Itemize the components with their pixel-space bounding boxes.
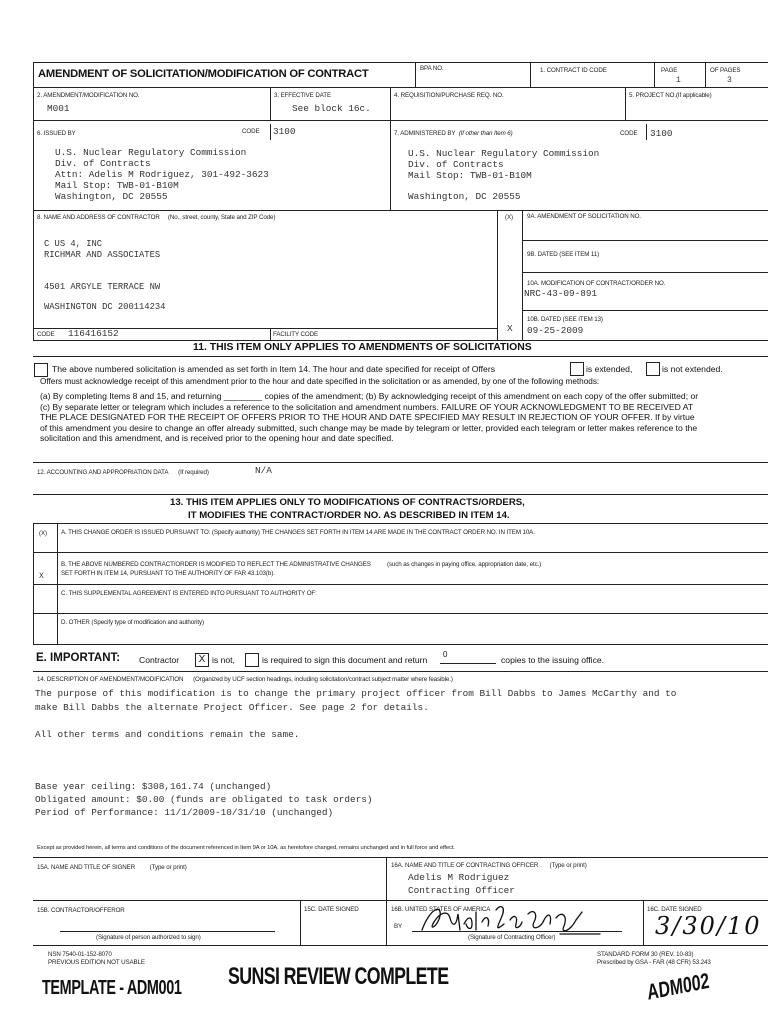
item-10a-label: 10A. MODIFICATION OF CONTRACT/ORDER NO. <box>527 280 666 287</box>
nsn-number: NSN 7540-01-152-8070 <box>48 951 112 958</box>
is-not-extended-label: is not extended. <box>662 364 723 374</box>
signed-date: 3/30/10 <box>655 912 762 940</box>
issued-by-line-4: Mail Stop: TWB-01-B10M <box>55 180 179 191</box>
form-title: AMENDMENT OF SOLICITATION/MODIFICATION OF CONTRACT <box>38 68 369 80</box>
section-13-title-2: IT MODIFIES THE CONTRACT/ORDER NO. AS DESCRIBED IN ITEM 14. <box>188 510 510 521</box>
section-13-b-text-1-main: B. THE ABOVE NUMBERED CONTRACT/ORDER IS MODIFIED TO REFLECT THE ADMINISTRATIVE CHANGES <box>61 561 371 568</box>
administered-by-line-3: Mail Stop: TWB-01-B10M <box>408 170 532 181</box>
issued-by-code: 3100 <box>273 126 296 137</box>
administered-by-line-1: U.S. Nuclear Regulatory Commission <box>408 148 600 159</box>
section-11-line-1: The above numbered solicitation is amended as set forth in Item 14. The hour and date specified for receipt of Offers <box>52 364 495 374</box>
item-12-label <box>37 469 209 476</box>
contractor-line-1: C US 4, INC <box>44 239 103 249</box>
is-extended-checkbox[interactable] <box>570 362 584 376</box>
signer-15a-note: (Type or print) <box>149 864 187 871</box>
section-13-b-mark: X <box>39 572 44 581</box>
contractor-line-4: 4501 ARGYLE TERRACE NW <box>44 282 161 292</box>
section-13-c-text: C. THIS SUPPLEMENTAL AGREEMENT IS ENTERED INTO PURSUANT TO AUTHORITY OF: <box>61 590 317 597</box>
important-copies-text: copies to the issuing office. <box>501 655 605 665</box>
important-copies-value: 0 <box>443 650 448 659</box>
section-13-b-note: (such as changes in paying office, appropriation date, etc.) <box>386 561 542 568</box>
item-10-x-mark: X <box>507 323 513 334</box>
administered-by-line-2: Div. of Contracts <box>408 159 504 170</box>
except-clause: Except as provided herein, all terms and conditions of the document referenced in Item 9A or 10A, as heretofore changed, remains unchanged and in full force and effect. <box>37 845 455 851</box>
item-14-note: (Organized by UCF section headings, including solicitation/contract subject matter where feasible.) <box>193 676 453 683</box>
signer-15a-label <box>37 864 187 871</box>
contractor-label <box>37 214 275 221</box>
section-13-a-text: A. THIS CHANGE ORDER IS ISSUED PURSUANT TO: (Specify authority) THE CHANGES SET FORTH IN ITEM 14 ARE MADE IN THE CONTRACT ORDER NO. IN ITEM 10A. <box>61 529 535 536</box>
officer-by-label: BY <box>394 923 403 930</box>
section-13-title-1: 13. THIS ITEM APPLIES ONLY TO MODIFICATIONS OF CONTRACTS/ORDERS, <box>170 497 525 508</box>
review-stamp: SUNSI REVIEW COMPLETE <box>228 963 449 990</box>
officer-16a-label <box>391 862 587 869</box>
section-11-paragraph: (a) By completing Items 8 and 15, and returning ________ copies of the amendment; (b) By acknowledging receipt of this amendment on each copy of the offer submitted; or (c) By separate letter or telegram which includes a reference to the solicitation and amendment numbers. FAILURE OF YOUR ACKNOWLEDGMENT TO BE RECEIVED AT THE PLACE DESIGNATED FOR THE RECEIPT OF OFFERS PRIOR TO THE HOUR AND DATE SPECIFIED MAY RESULT IN REJECTION OF YOUR OFFER. If by virtue of this amendment you desire to change an offer already submitted, such change may be made by telegram or letter, provided each telegram or letter makes reference to the solicitation and this amendment, and is received prior to the opening hour and date specified. <box>40 391 699 444</box>
item-10b-label: 10B. DATED (SEE ITEM 13) <box>527 316 603 323</box>
administered-by-line-5: Washington, DC 20555 <box>408 191 521 202</box>
date-16c-label: 16C. DATE SIGNED <box>647 906 702 913</box>
item-14-label <box>37 676 453 683</box>
contractor-label-note: (No., street, county, State and ZIP Code) <box>167 214 276 221</box>
contractor-15b-label: 15B. CONTRACTOR/OFFEROR <box>37 907 125 914</box>
is-extended-label: is extended, <box>586 364 633 374</box>
issued-by-line-5: Washington, DC 20555 <box>55 191 168 202</box>
is-not-checkbox-mark: X <box>198 654 206 665</box>
is-not-checkbox[interactable] <box>195 653 209 667</box>
prescribed-by: Prescribed by GSA - FAR (48 CFR) 53.243 <box>597 959 711 966</box>
contractor-signature-note: (Signature of person authorized to sign) <box>96 934 201 941</box>
section-13-x-label: (X) <box>39 530 47 537</box>
officer-name: Adelis M Rodriguez <box>408 872 510 883</box>
effective-date-value: See block 16c. <box>292 103 371 114</box>
officer-title: Contracting Officer <box>408 885 515 896</box>
item-12-label-text: 12. ACCOUNTING AND APPROPRIATION DATA <box>37 469 169 476</box>
section-13-d-text: D. OTHER (Specify type of modification and authority) <box>61 619 204 626</box>
section-13-b-text-2: SET FORTH IN ITEM 14, PURSUANT TO THE AUTHORITY OF FAR 43.103(b). <box>61 570 275 577</box>
item-9b-label: 9B. DATED (SEE ITEM 11) <box>527 251 600 258</box>
issued-by-label: 6. ISSUED BY <box>37 130 76 137</box>
is-not-extended-checkbox[interactable] <box>646 362 660 376</box>
adm-stamp: ADM002 <box>646 967 711 1005</box>
contract-id-code-label: 1. CONTRACT ID CODE <box>540 67 607 74</box>
issued-by-line-3: Attn: Adelis M Rodriguez, 301-492-3623 <box>55 169 269 180</box>
item-9a-label: 9A. AMENDMENT OF SOLICITATION NO. <box>527 213 641 220</box>
usa-16b-label: 16B. UNITED STATES OF AMERICA <box>391 906 491 913</box>
x-col-label: (X) <box>505 214 513 221</box>
section-13-b-text-1 <box>61 561 541 568</box>
issued-by-code-label: CODE <box>242 128 260 135</box>
facility-code-label: FACILITY CODE <box>273 331 319 338</box>
signer-15a-label-text: 15A. NAME AND TITLE OF SIGNER <box>37 864 136 871</box>
previous-edition: PREVIOUS EDITION NOT USABLE <box>48 959 145 966</box>
item-14-line-4: Base year ceiling: $308,161.74 (unchanged) <box>35 781 272 792</box>
contractor-code-label: CODE <box>37 331 55 338</box>
item-10b-value: 09-25-2009 <box>527 325 584 336</box>
of-pages-label: OF PAGES <box>710 67 741 74</box>
contractor-label-text: 8. NAME AND ADDRESS OF CONTRACTOR <box>37 214 160 221</box>
administered-by-text: 7. ADMINISTERED BY <box>394 130 456 137</box>
officer-16a-note: (Type or print) <box>549 862 587 869</box>
administered-by-code-label: CODE <box>620 130 638 137</box>
page-label: PAGE <box>661 67 678 74</box>
important-contractor: Contractor <box>139 655 180 665</box>
of-pages-value: 3 <box>727 76 732 85</box>
is-required-checkbox[interactable] <box>245 653 259 667</box>
effective-date-label: 3. EFFECTIVE DATE <box>274 92 331 99</box>
item-12-note: (If required) <box>178 469 209 476</box>
contractor-code: 116416152 <box>68 328 119 339</box>
administered-by-note: (If other than Item 6) <box>458 130 513 137</box>
important-label: E. IMPORTANT: <box>36 652 121 664</box>
template-stamp: TEMPLATE - ADM001 <box>42 977 182 999</box>
item-14-line-5: Obligated amount: $0.00 (funds are obligated to task orders) <box>35 794 373 805</box>
item-14-label-text: 14. DESCRIPTION OF AMENDMENT/MODIFICATION <box>37 676 184 683</box>
item-14-line-1: The purpose of this modification is to change the primary project officer from Bill Dabbs to James McCarthy and to <box>35 688 677 699</box>
solicitation-amended-checkbox[interactable] <box>34 363 48 377</box>
contracting-officer-signature <box>410 900 610 938</box>
item-12-value: N/A <box>255 465 272 476</box>
contractor-line-6: WASHINGTON DC 200114234 <box>44 302 166 312</box>
officer-signature-note: (Signature of Contracting Officer) <box>468 934 556 941</box>
item-14-line-6: Period of Performance: 11/1/2009-10/31/10 (unchanged) <box>35 807 334 818</box>
item-14-line-2: make Bill Dabbs the alternate Project Officer. See page 2 for details. <box>35 702 429 713</box>
amendment-no-label: 2. AMENDMENT/MODIFICATION NO. <box>37 92 140 99</box>
bpa-no-label: BPA NO. <box>420 65 444 72</box>
contractor-line-2: RICHMAR AND ASSOCIATES <box>44 250 161 260</box>
issued-by-line-2: Div. of Contracts <box>55 158 151 169</box>
page-value: 1 <box>676 76 681 85</box>
amendment-no-value: M001 <box>47 103 70 114</box>
date-15c-label: 15C. DATE SIGNED <box>304 906 359 913</box>
administered-by-code: 3100 <box>650 128 673 139</box>
important-is-not: is not, <box>212 655 235 665</box>
administered-by-label <box>394 130 513 137</box>
item-14-line-3: All other terms and conditions remain the same. <box>35 729 300 740</box>
issued-by-line-1: U.S. Nuclear Regulatory Commission <box>55 147 247 158</box>
item-10a-value: NRC-43-09-891 <box>524 288 598 299</box>
section-11-line-2: Offers must acknowledge receipt of this amendment prior to the hour and date specified in the solicitation or as amended, by one of the following methods: <box>40 377 600 386</box>
important-is-required: is required to sign this document and return <box>262 655 428 665</box>
officer-16a-label-text: 16A. NAME AND TITLE OF CONTRACTING OFFICER <box>391 862 539 869</box>
project-no-label: 5. PROJECT NO.(If applicable) <box>629 92 712 99</box>
section-11-title: 11. THIS ITEM ONLY APPLIES TO AMENDMENTS OF SOLICITATIONS <box>193 342 532 353</box>
standard-form: STANDARD FORM 30 (REV. 10-83) <box>597 951 694 958</box>
requisition-label: 4. REQUISITION/PURCHASE REQ. NO. <box>394 92 504 99</box>
